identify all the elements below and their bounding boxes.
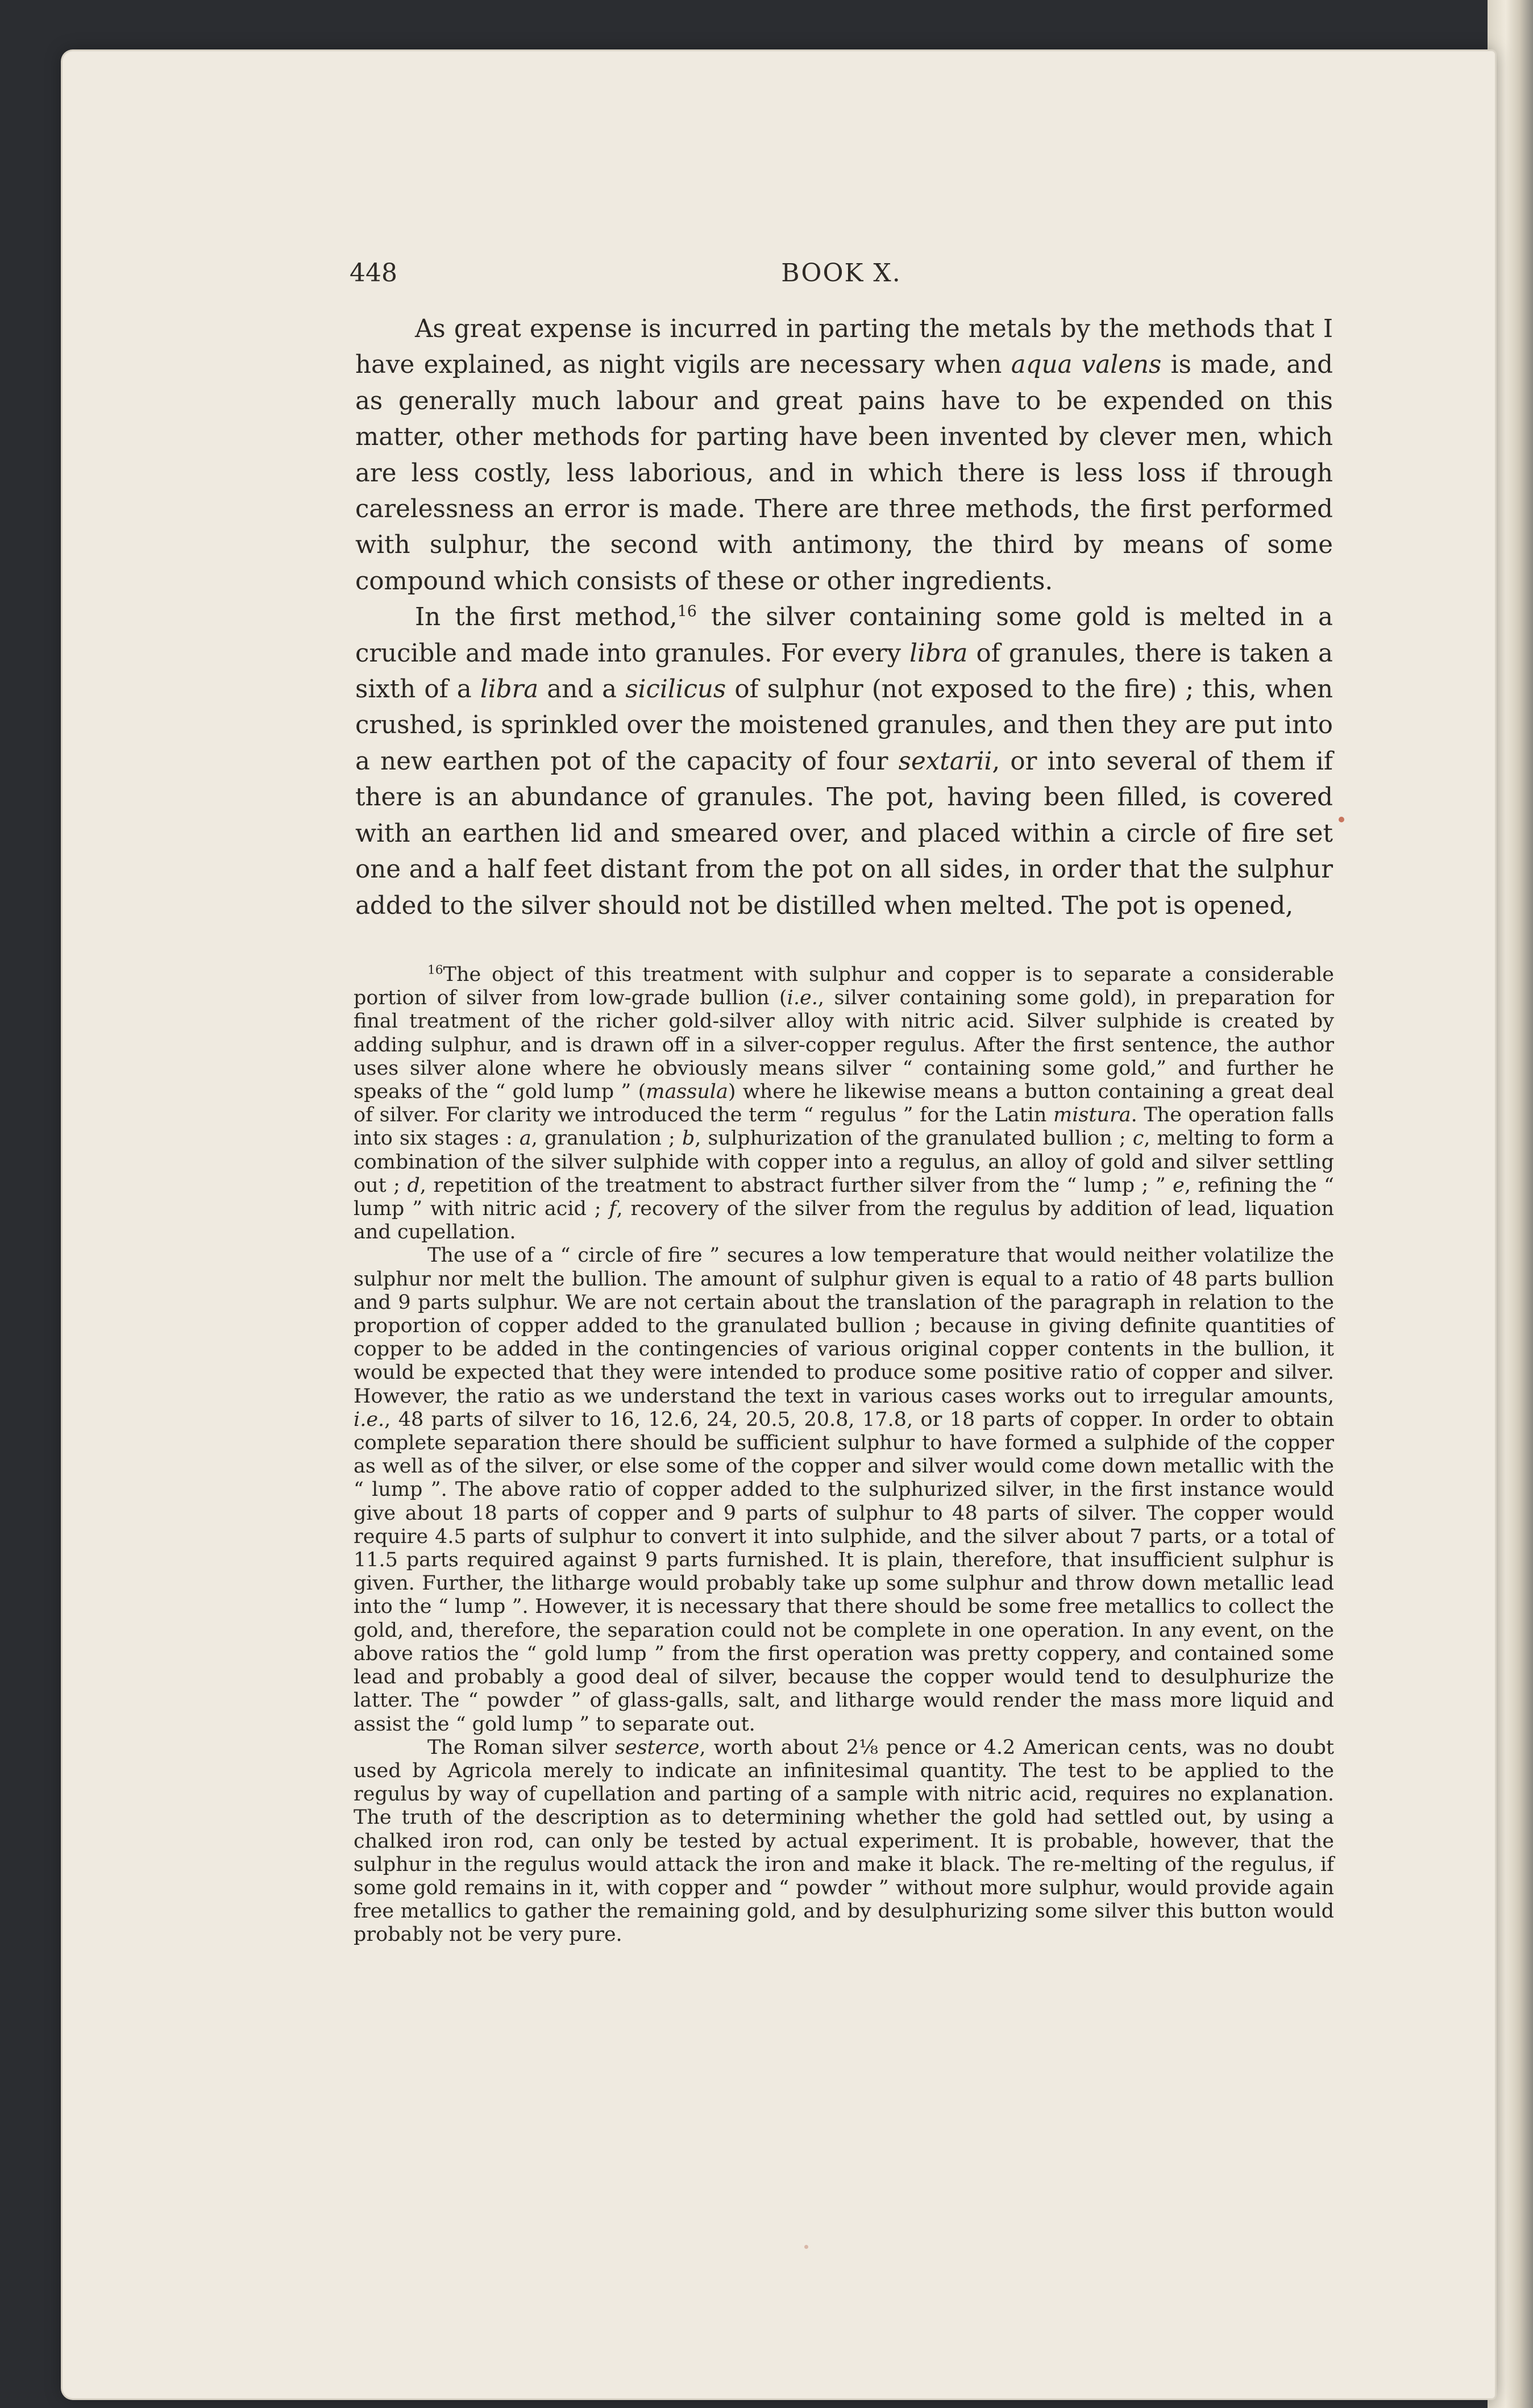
paragraph-first-method: In the first method,$^{16}$ the silver containing some gold is melted in a crucible and made into granules. For every libra of granules, there is taken a sixth of a libra and a sicilicus of sulphur (not exposed to the fire) ; this, when crushed, is sprinkled over the moistened granules, and then they are put into a new earthen pot of the capacity of four sextarii, or into several of them if there is an abundance of granules. The pot, having been filled, is covered with an earthen lid and smeared over, and placed within a circle of fire set one and a half feet distant from the pot on all sides, in order that the sulphur added to the silver should not be distilled when melted. The pot is opened, <box>355 602 1333 920</box>
page-header <box>350 259 1333 298</box>
running-head: BOOK X. <box>781 259 901 288</box>
red-mark <box>1339 817 1344 822</box>
footnotes <box>354 963 1334 1947</box>
page-number: 448 <box>350 259 397 288</box>
footnote-sesterce: The Roman silver sesterce, worth about 2⅛ pence or 4.2 American cents, was no doubt used by Agricola merely to indicate an infinitesimal quantity. The test to be applied to the regulus by way of cupellation and parting of a sample with nitric acid, requires no explanation. The truth of the description as to determining whether the gold had settled out, by using a chalked iron rod, can only be tested by actual experiment. It is probable, however, that the sulphur in the regulus would attack the iron and make it black. The re-melting of the regulus, if some gold remains in it, with copper and “ powder ” without more sulphur, would provide again free metallics to gather the remaining gold, and by desulphurizing some silver this button would probably not be very pure. <box>354 1736 1334 1947</box>
paragraph-intro: As great expense is incurred in parting the metals by the methods that I have explained, as night vigils are necessary when aqua valens is made, and as generally much labour and great pains have to be expended on this matter, other methods for parting have been invented by clever men, which are less costly, less laborious, and in which there is less loss if through carelessness an error is made. There are three methods, the first performed with sulphur, the second with antimony, the third by means of some compound which consists of these or other ingredients. <box>355 315 1333 596</box>
footnote-16: $^{16}$The object of this treatment with sulphur and copper is to separate a considerable portion of silver from low-grade bullion (i.e., silver containing some gold), in preparation for final treatment of the richer gold-silver alloy with nitric acid. Silver sulphide is created by adding sulphur, and is drawn off in a silver-copper regulus. After the first sentence, the author uses silver alone where he obviously means silver “ containing some gold,” and further he speaks of the “ gold lump ” (massula) where he likewise means a button containing a great deal of silver. For clarity we introduced the term “ regulus ” for the Latin mistura. The operation falls into six stages : a, granulation ; b, sulphurization of the granulated bullion ; c, melting to form a combination of the silver sulphide with copper into a regulus, an alloy of gold and silver settling out ; d, repetition of the treatment to abstract further silver from the “ lump ; ” e, refining the “ lump ” with nitric acid ; f, recovery of the silver from the regulus by addition of lead, liquation and cupellation. <box>354 963 1335 1244</box>
main-text <box>355 311 1333 924</box>
footnote-number: 16 <box>427 963 443 978</box>
footnote-circle-of-fire: The use of a “ circle of fire ” secures a low temperature that would neither volatilize the sulphur nor melt the bullion. The amount of sulphur given is equal to a ratio of 48 parts bullion and 9 parts sulphur. We are not certain about the translation of the paragraph in relation to the proportion of copper added to the granulated bullion ; because in giving definite quantities of copper to be added in the contingencies of various original copper contents in the bullion, it would be expected that they were intended to produce some positive ratio of copper and silver. However, the ratio as we understand the text in various cases works out to irregular amounts, i.e., 48 parts of silver to 16, 12.6, 24, 20.5, 20.8, 17.8, or 18 parts of copper. In order to obtain complete separation there should be sufficient sulphur to have formed a sulphide of the copper as well as of the silver, or else some of the copper and silver would come down metallic with the “ lump ”. The above ratio of copper added to the sulphurized silver, in the first instance would give about 18 parts of copper and 9 parts of sulphur to 48 parts of silver. The copper would require 4.5 parts of sulphur to convert it into sulphide, and the silver about 7 parts, or a total of 11.5 parts required against 9 parts furnished. It is plain, therefore, that insufficient sulphur is given. Further, the litharge would probably take up some sulphur and throw down metallic lead into the “ lump ”. However, it is necessary that there should be some free metallics to collect the gold, and, therefore, the separation could not be complete in one operation. In any event, on the above ratios the “ gold lump ” from the first operation was pretty coppery, and contained some lead and probably a good deal of silver, because the copper would tend to desulphurize the latter. The “ powder ” of glass-galls, salt, and litharge would render the mass more liquid and assist the “ gold lump ” to separate out. <box>354 1244 1334 1736</box>
footnote-ref-16: 16 <box>677 602 697 621</box>
paper-speck <box>804 2245 808 2249</box>
